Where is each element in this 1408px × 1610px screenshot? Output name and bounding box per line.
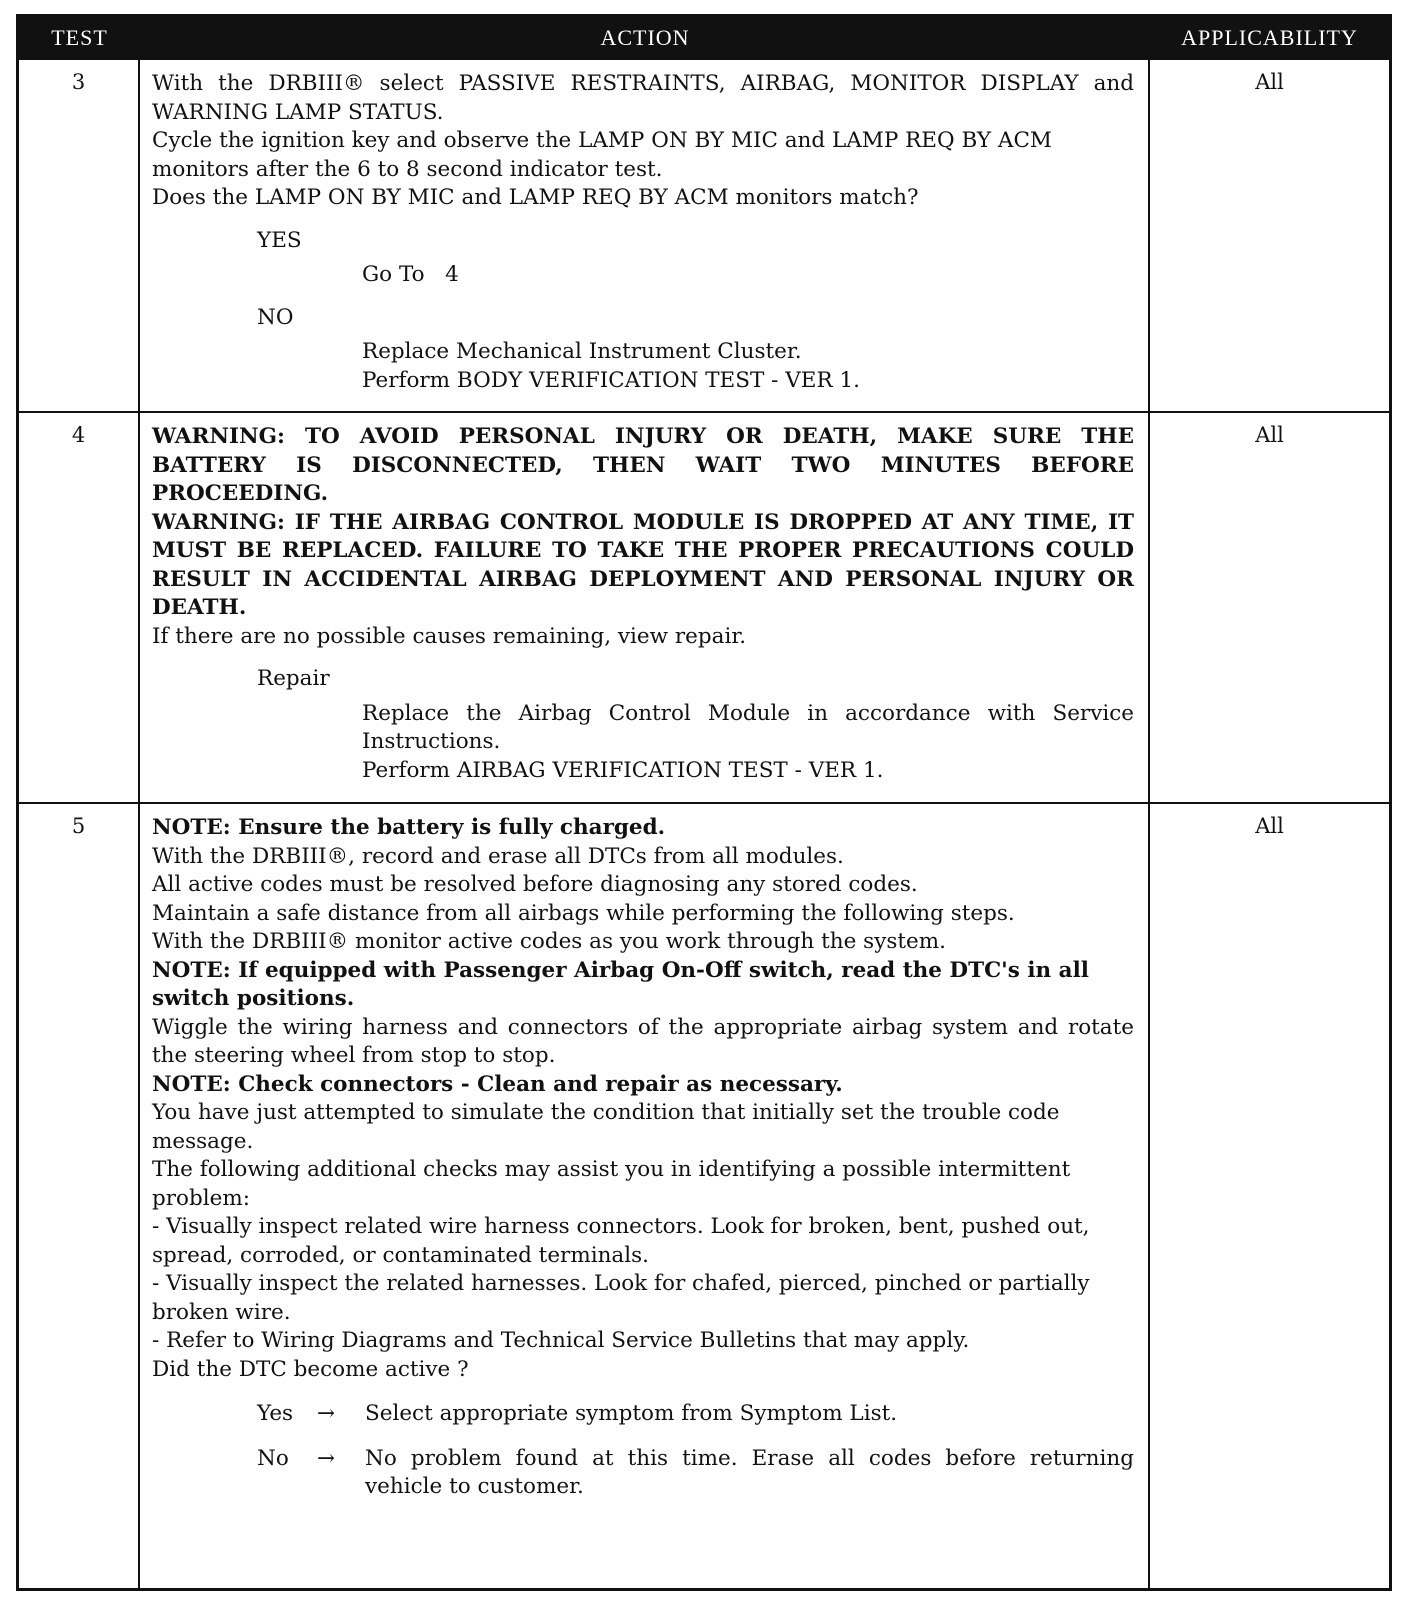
yes-action: Go To 4	[362, 262, 459, 287]
action-cell	[140, 413, 1150, 802]
no-label: NO	[257, 304, 294, 330]
action-line: Does the LAMP ON BY MIC and LAMP REQ BY ACM monitors match?	[152, 185, 919, 210]
applicability-value: All	[1255, 70, 1284, 94]
no-text: No problem found at this time. Erase all codes before returning vehicle to customer.	[365, 1445, 1134, 1499]
no-outcome	[152, 1445, 1134, 1502]
action-cell	[140, 804, 1150, 1588]
table-row-test-3	[19, 58, 1389, 411]
repair-label: Repair	[257, 666, 330, 691]
action-cell	[140, 60, 1150, 411]
header-action: ACTION	[600, 25, 690, 50]
action-line: If there are no possible causes remaining, view repair.	[152, 623, 747, 649]
table-header	[19, 17, 1389, 58]
yes-label: Yes	[257, 1401, 294, 1426]
warning-text: WARNING: TO AVOID PERSONAL INJURY OR DEATH, MAKE SURE THE BATTERY IS DISCONNECTED, THEN WAIT TWO MINUTES BEFORE PROCEEDING.	[152, 424, 1134, 506]
yes-label: YES	[257, 227, 302, 253]
table-row-test-5	[19, 802, 1389, 1588]
arrow-right-icon: →	[317, 1401, 336, 1426]
applicability-value: All	[1255, 814, 1284, 838]
action-line: With the DRBIII® monitor active codes as you work through the system.	[152, 929, 946, 954]
test-number: 3	[19, 60, 140, 411]
action-line: - Visually inspect related wire harness connectors. Look for broken, bent, pushed out, spread, corroded, or contaminated terminals.	[152, 1214, 1090, 1268]
action-line: All active codes must be resolved before diagnosing any stored codes.	[152, 872, 918, 897]
test-number: 4	[19, 413, 140, 802]
yes-outcome	[152, 1400, 1134, 1429]
repair-action: Perform AIRBAG VERIFICATION TEST - VER 1.	[362, 757, 884, 783]
action-line: With the DRBIII®, record and erase all DTCs from all modules.	[152, 843, 844, 869]
action-line: Did the DTC become active ?	[152, 1356, 469, 1382]
action-line: The following additional checks may assist you in identifying a possible intermittent problem:	[152, 1157, 1071, 1211]
repair-action: Replace the Airbag Control Module in accordance with Service Instructions.	[362, 700, 1134, 754]
action-line: - Visually inspect the related harnesses. Look for chafed, pierced, pinched or partially broken wire.	[152, 1271, 1090, 1325]
diagnostic-test-table	[16, 14, 1392, 1591]
applicability-value: All	[1255, 423, 1284, 447]
note-text: NOTE: If equipped with Passenger Airbag On-Off switch, read the DTC's in all switch positions.	[152, 957, 1089, 1011]
action-line: Cycle the ignition key and observe the LAMP ON BY MIC and LAMP REQ BY ACM monitors after the 6 to 8 second indicator test.	[152, 128, 1052, 182]
warning-text: WARNING: IF THE AIRBAG CONTROL MODULE IS DROPPED AT ANY TIME, IT MUST BE REPLACED. FAILURE TO TAKE THE PROPER PRECAUTIONS COULD RESULT IN ACCIDENTAL AIRBAG DEPLOYMENT AND PERSONAL INJURY OR DEATH.	[152, 509, 1134, 620]
arrow-right-icon: →	[317, 1445, 336, 1471]
action-line: Wiggle the wiring harness and connectors of the appropriate airbag system and rotate the steering wheel from stop to stop.	[152, 1014, 1134, 1068]
no-action: Perform BODY VERIFICATION TEST - VER 1.	[362, 367, 861, 393]
header-applicability: APPLICABILITY	[1181, 25, 1358, 50]
no-action: Replace Mechanical Instrument Cluster.	[362, 339, 802, 364]
no-label: No	[257, 1445, 289, 1471]
action-line: - Refer to Wiring Diagrams and Technical Service Bulletins that may apply.	[152, 1328, 970, 1353]
action-line: Maintain a safe distance from all airbags while performing the following steps.	[152, 900, 1015, 926]
header-test: TEST	[51, 25, 108, 50]
yes-text: Select appropriate symptom from Symptom List.	[365, 1401, 898, 1426]
note-text: NOTE: Check connectors - Clean and repair as necessary.	[152, 1071, 843, 1097]
note-text: NOTE: Ensure the battery is fully charged.	[152, 815, 666, 840]
table-row-test-4	[19, 411, 1389, 802]
action-line: With the DRBIII® select PASSIVE RESTRAINTS, AIRBAG, MONITOR DISPLAY and WARNING LAMP STATUS.	[152, 71, 1134, 125]
action-line: You have just attempted to simulate the condition that initially set the trouble code message.	[152, 1100, 1060, 1154]
test-number: 5	[19, 804, 140, 1588]
